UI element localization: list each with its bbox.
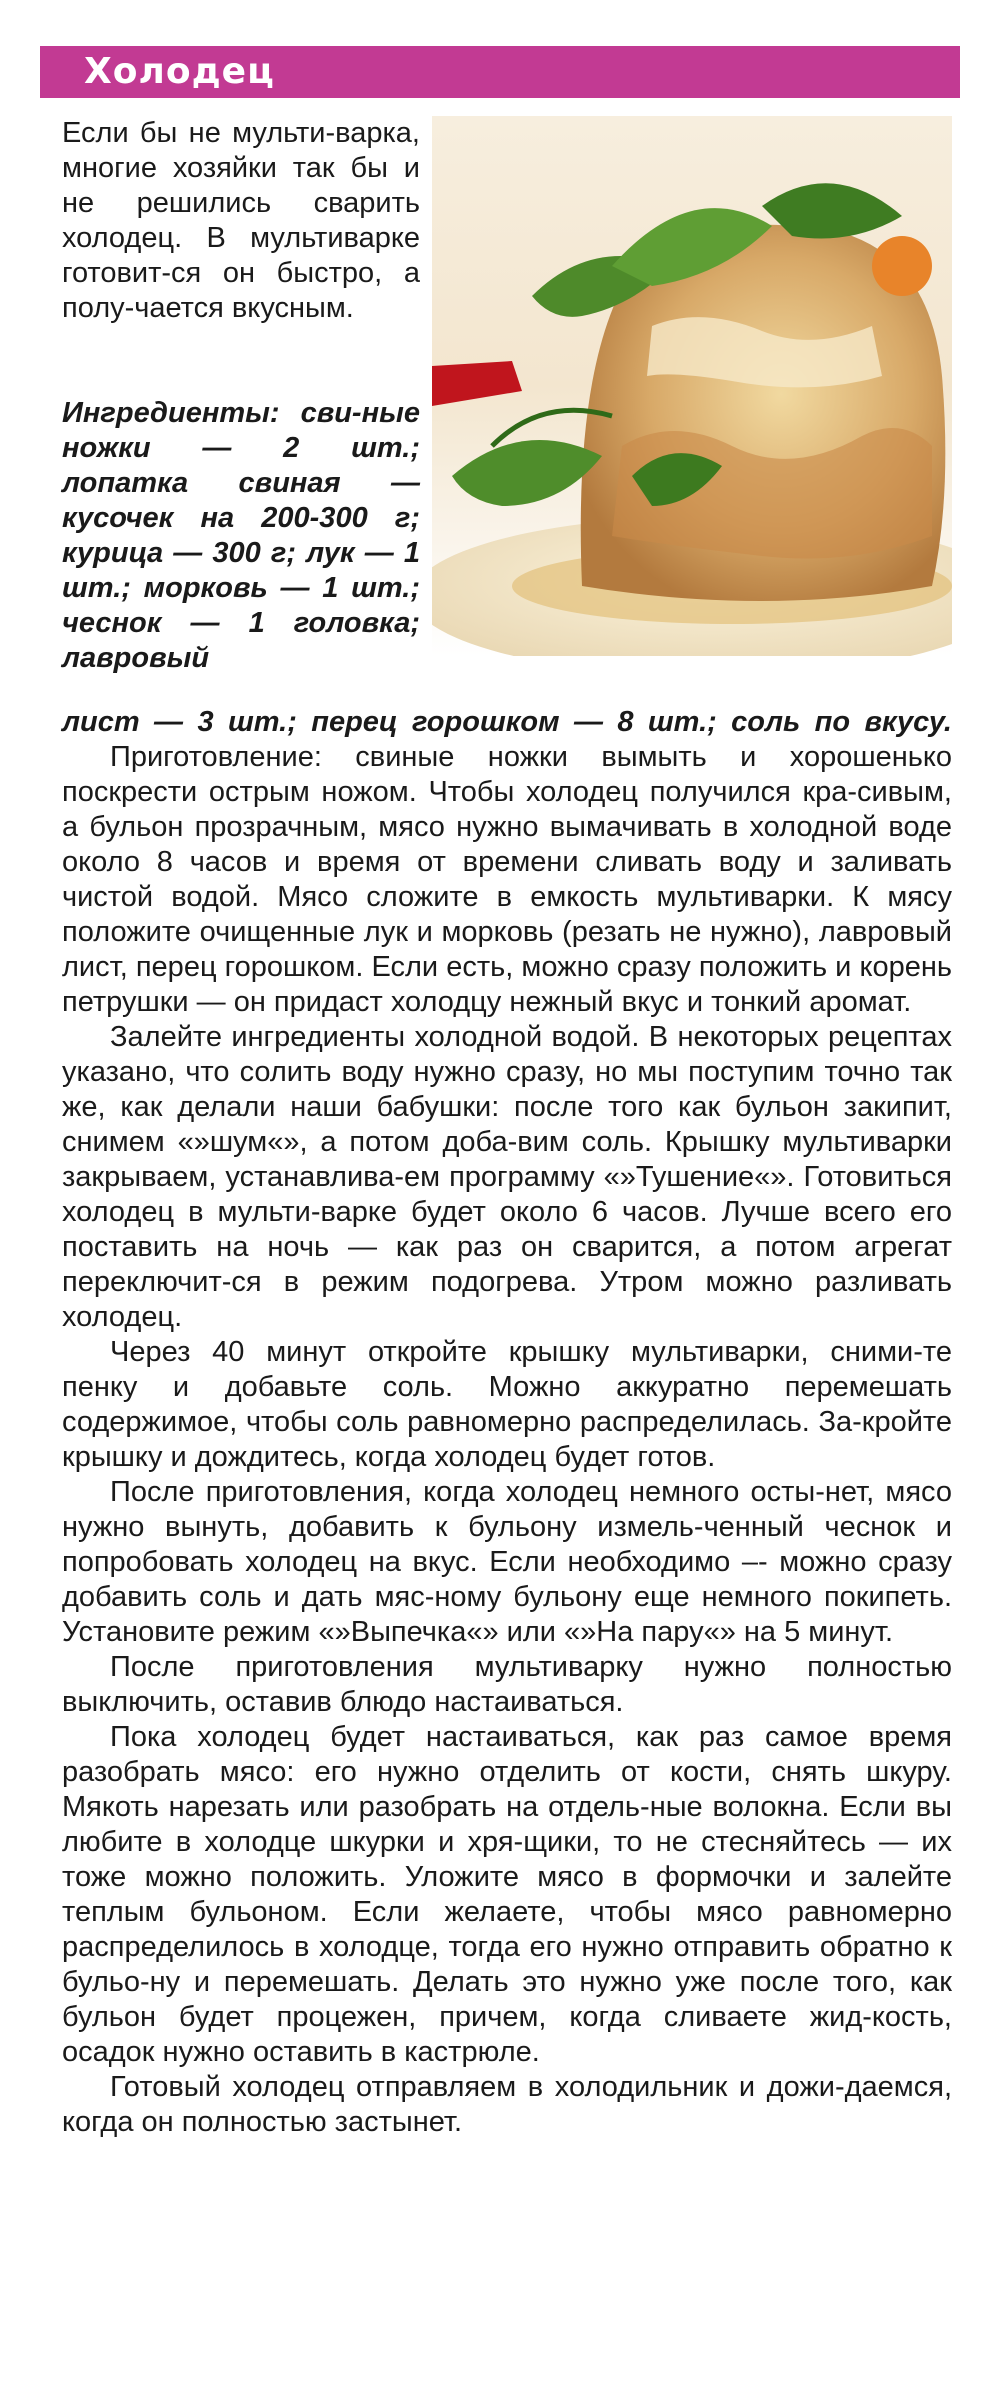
- paragraph: После приготовления, когда холодец немного осты-нет, мясо нужно вынуть, добавить к бульону измель-ченный чеснок и попробовать холодец на вкус. Если необходимо –- можно сразу добавить соль и дать мяс-ному бульону еще немного покипеть. Установите режим «»Выпечка«» или «»На пару«» на 5 минут.: [62, 1476, 952, 1648]
- paragraph: Готовый холодец отправляем в холодильник и дожи-даемся, когда он полностью застынет.: [62, 2071, 952, 2138]
- ingredients-list-continued: лист — 3 шт.; перец горошком — 8 шт.; соль по вкусу.: [62, 706, 952, 738]
- intro-paragraph: Если бы не мульти-варка, многие хозяйки так бы и не решились сварить холодец. В мультиварке готовит-ся он быстро, а полу-чается вкусным.: [62, 117, 420, 324]
- paragraph: Приготовление: свиные ножки вымыть и хорошенько поскрести острым ножом. Чтобы холодец получился кра-сивым, а бульон прозрачным, мясо нужно вымачивать в холодной воде около 8 часов и время от времени сливать воду и заливать чистой водой. Мясо сложите в емкость мультиварки. К мясу положите очищенные лук и морковь (резать не нужно), лавровый лист, перец горошком. Если есть, можно сразу положить и корень петрушки — он придаст холодцу нежный вкус и тонкий аромат.: [62, 741, 952, 1018]
- aspic-dish-image: [432, 116, 952, 656]
- paragraph: Пока холодец будет настаиваться, как раз самое время разобрать мясо: его нужно отделить от кости, снять шкуру. Мякоть нарезать или разобрать на отдель-ные волокна. Если вы любите в холодце шкурки и хря-щики, то не стесняйтесь — их тоже можно положить. Уложите мясо в формочки и залейте теплым бульоном. Если желаете, чтобы мясо равномерно распределилось в холодце, тогда его нужно отправить обратно к бульо-ну и перемешать. Делать это нужно уже после того, как бульон будет процежен, причем, когда сливаете жид-кость, осадок нужно оставить в кастрюле.: [62, 1721, 952, 2068]
- title-banner: [40, 46, 960, 98]
- ingredients-list: Ингредиенты: сви-ные ножки — 2 шт.; лопатка свиная — кусочек на 200-300 г; курица — 300 г; лук — 1 шт.; морковь — 1 шт.; чеснок — 1 головка; лавровый: [62, 397, 420, 674]
- article-title: Холодец: [84, 51, 275, 92]
- recipe-body: [62, 740, 952, 2140]
- dish-photo: [432, 116, 952, 656]
- paragraph: Залейте ингредиенты холодной водой. В некоторых рецептах указано, что солить воду нужно сразу, но мы поступим точно так же, как делали наши бабушки: после того как бульон закипит, снимем «»шум«», а потом доба-вим соль. Крышку мультиварки закрываем, устанавлива-ем программу «»Тушение«». Готовиться холодец в мульти-варке будет около 6 часов. Лучше всего его поставить на ночь — как раз он сварится, а потом агрегат переключит-ся в режим подогрева. Утром можно разливать холодец.: [62, 1021, 952, 1333]
- paragraph: После приготовления мультиварку нужно полностью выключить, оставив блюдо настаиваться.: [62, 1651, 952, 1718]
- paragraph: Через 40 минут откройте крышку мультиварки, сними-те пенку и добавьте соль. Можно аккуратно перемешать содержимое, чтобы соль равномерно распределилась. За-кройте крышку и дождитесь, когда холодец будет готов.: [62, 1336, 952, 1473]
- carrot-slice: [872, 236, 932, 296]
